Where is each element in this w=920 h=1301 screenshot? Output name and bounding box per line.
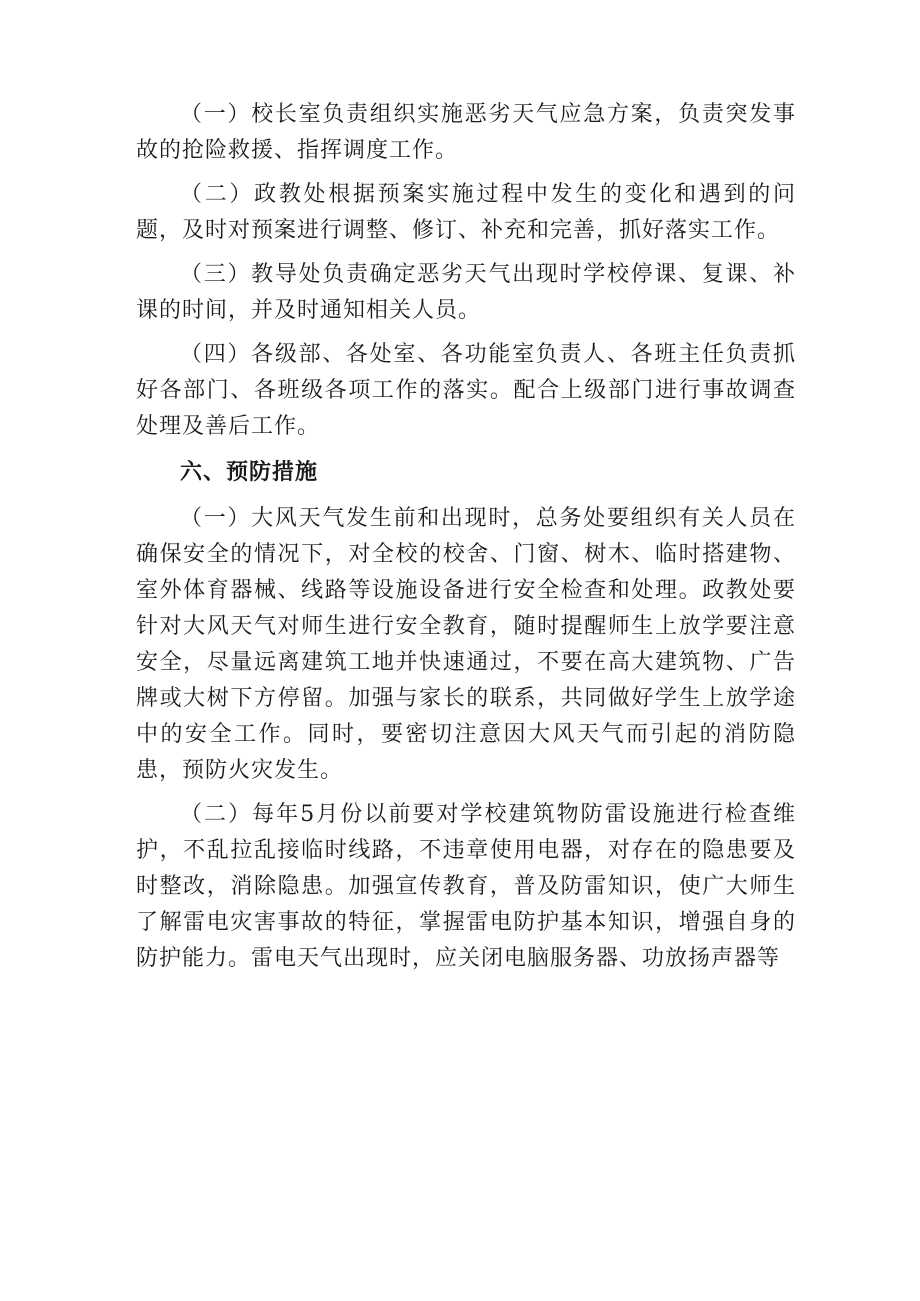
paragraph-strong-wind: （一）大风天气发生前和出现时，总务处要组织有关人员在确保安全的情况下，对全校的校舍、门窗、树木、临时搭建物、室外体育器械、线路等设施设备进行安全检查和处理。政教处要针对大风天气对师生进行安全教育，随时提醒师生上放学要注意安全，尽量远离建筑工地并快速通过，不要在高大建筑物、广告牌或大树下方停留。加强与家长的联系，共同做好学生上放学途中的安全工作。同时，要密切注意因大风天气而引起的消防隐患，预防火灾发生。	[136, 506, 796, 783]
paragraph-academic-office: （三）教导处负责确定恶劣天气出现时学校停课、复课、补课的时间，并及时通知相关人员。	[136, 262, 796, 323]
paragraph-political-office: （二）政教处根据预案实施过程中发生的变化和遇到的问题，及时对预案进行调整、修订、补充和完善，抓好落实工作。	[136, 182, 796, 243]
paragraph-principal-office: （一）校长室负责组织实施恶劣天气应急方案，负责突发事故的抢险救援、指挥调度工作。	[136, 102, 796, 163]
paragraph-lightning: （二）每年5月份以前要对学校建筑物防雷设施进行检查维护，不乱拉乱接临时线路，不违章使用电器，对存在的隐患要及时整改，消除隐患。加强宣传教育，普及防雷知识，使广大师生了解雷电灾害事故的特征，掌握雷电防护基本知识，增强自身的防护能力。雷电天气出现时，应关闭电脑服务器、功放扬声器等	[136, 802, 796, 971]
paragraph-departments: （四）各级部、各处室、各功能室负责人、各班主任负责抓好各部门、各班级各项工作的落实。配合上级部门进行事故调查处理及善后工作。	[136, 342, 796, 439]
section-heading-prevention: 六、预防措施	[180, 460, 319, 485]
document-body	[136, 97, 796, 985]
